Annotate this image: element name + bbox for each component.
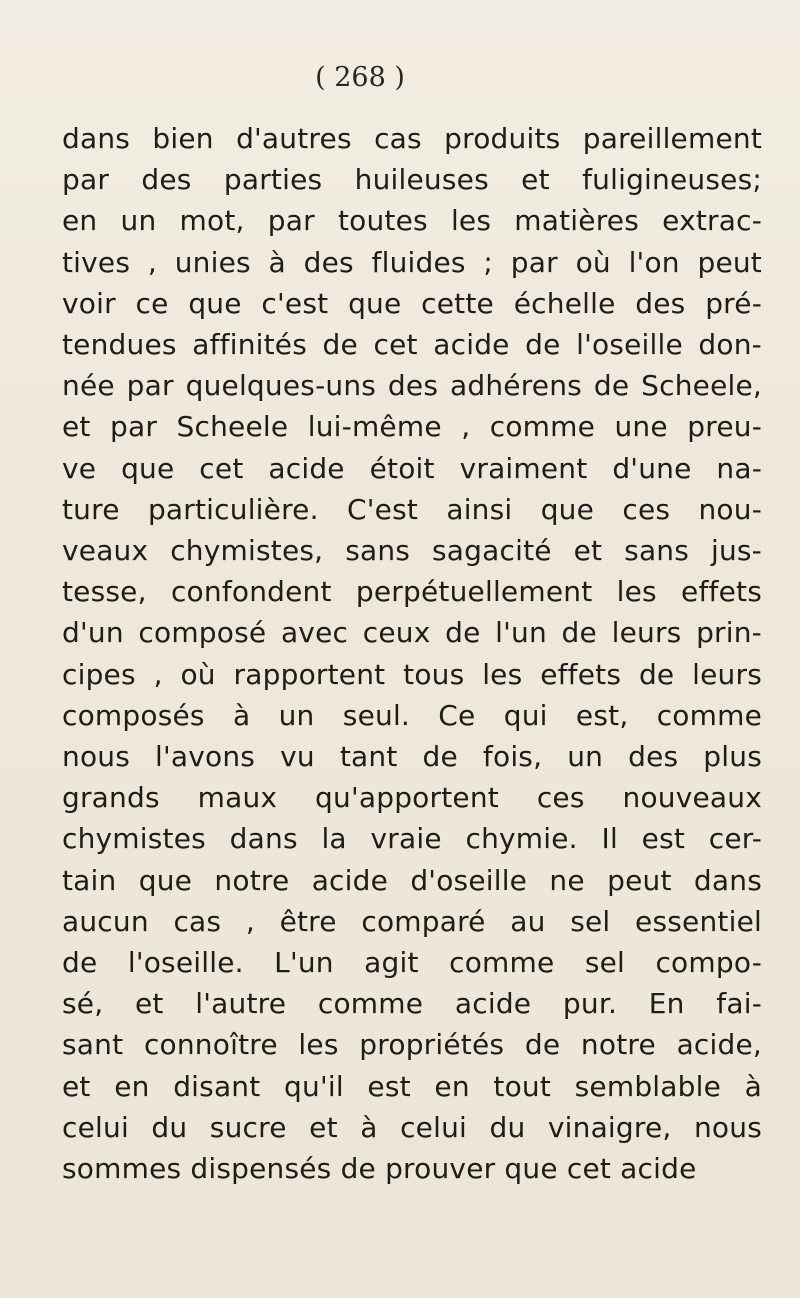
text-line: en un mot, par toutes les matières extrac- — [62, 204, 762, 238]
text-line: aucun cas , être comparé au sel essentiel — [62, 904, 762, 938]
text-line: tives , unies à des fluides ; par où l'on peut — [62, 245, 762, 279]
text-line: dans bien d'autres cas produits pareillement — [62, 122, 762, 155]
text-line: ve que cet acide étoit vraiment d'une na- — [62, 451, 762, 485]
text-line: née par quelques-uns des adhérens de Scheele, — [62, 369, 762, 403]
text-line: tesse, confondent perpétuellement les effets — [62, 575, 762, 609]
text-line: composés à un seul. Ce qui est, comme — [62, 698, 762, 732]
text-line: par des parties huileuses et fuligineuses; — [62, 163, 762, 197]
text-line: ture particulière. C'est ainsi que ces nou- — [62, 492, 762, 526]
body-text — [62, 118, 762, 1189]
text-line: cipes , où rapportent tous les effets de leurs — [62, 657, 762, 691]
text-line: et en disant qu'il est en tout semblable à — [62, 1069, 762, 1103]
text-line: et par Scheele lui-même , comme une preu- — [62, 410, 762, 444]
page-number: ( 268 ) — [315, 62, 405, 93]
text-line: nous l'avons vu tant de fois, un des plus — [62, 740, 762, 774]
text-line: sant connoître les propriétés de notre acide, — [62, 1028, 762, 1062]
text-line: voir ce que c'est que cette échelle des pré- — [62, 286, 762, 320]
text-line: veaux chymistes, sans sagacité et sans jus- — [62, 534, 762, 568]
text-line: d'un composé avec ceux de l'un de leurs prin- — [62, 616, 762, 650]
text-line: sé, et l'autre comme acide pur. En fai- — [62, 987, 762, 1021]
text-line: sommes dispensés de prouver que cet acide — [62, 1152, 697, 1186]
text-line: chymistes dans la vraie chymie. Il est cer- — [62, 822, 762, 856]
text-line: tendues affinités de cet acide de l'oseille don- — [62, 328, 762, 362]
text-line: grands maux qu'apportent ces nouveaux — [62, 781, 762, 815]
text-line: de l'oseille. L'un agit comme sel compo- — [62, 946, 762, 980]
text-line: celui du sucre et à celui du vinaigre, nous — [62, 1110, 762, 1144]
text-line: tain que notre acide d'oseille ne peut dans — [62, 863, 762, 897]
